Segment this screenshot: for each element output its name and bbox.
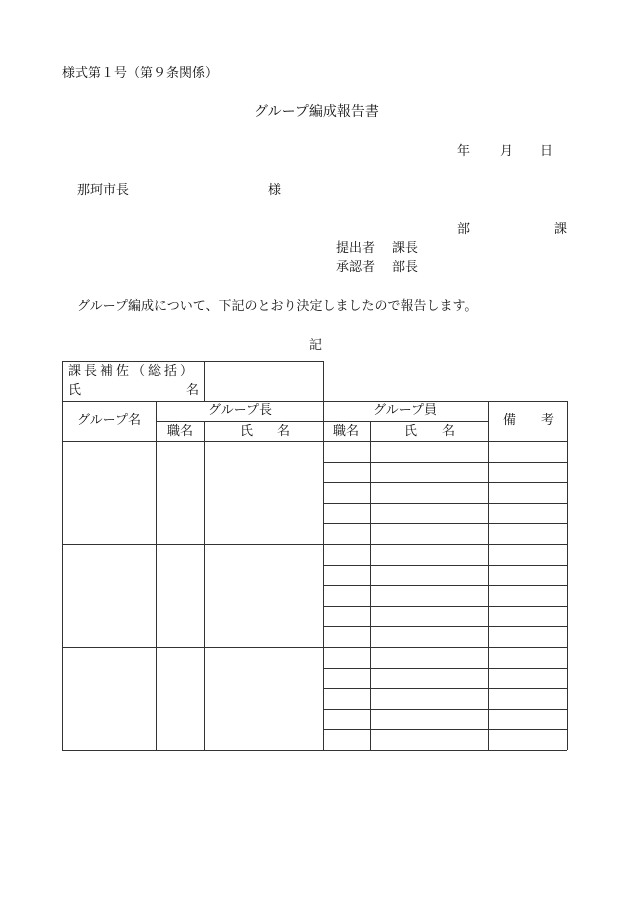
- header-group-leader: グループ長: [208, 403, 272, 418]
- date-month: 月: [500, 144, 514, 159]
- header-remarks-b: 考: [541, 413, 555, 428]
- subheader-leader-name-b: 名: [277, 424, 291, 439]
- addressee-name: 那珂市長: [77, 183, 130, 198]
- subheader-member-title: 職名: [332, 424, 360, 439]
- department-ka: 課: [554, 222, 568, 237]
- header-group-members: グループ員: [373, 403, 437, 418]
- date-year: 年: [457, 144, 471, 159]
- department-bu: 部: [457, 222, 471, 237]
- header-remarks-a: 備: [503, 413, 517, 428]
- ki-label: 記: [309, 338, 323, 353]
- page-title: グループ編成報告書: [254, 104, 379, 120]
- subheader-leader-title: 職名: [166, 424, 194, 439]
- supervisor-name-label-a: 氏: [68, 383, 82, 398]
- header-group-name: グループ名: [77, 413, 141, 428]
- body-text: グループ編成について、下記のとおり決定しましたので報告します。: [77, 299, 478, 314]
- submitter-label: 提出者: [336, 241, 376, 256]
- date-day: 日: [540, 144, 554, 159]
- subheader-leader-name-a: 氏: [240, 424, 254, 439]
- supervisor-name-label-b: 名: [186, 383, 200, 398]
- form-number: 様式第１号（第９条関係）: [62, 66, 219, 81]
- approver-label: 承認者: [336, 260, 376, 275]
- supervisor-label: 課長補佐（総括）: [68, 364, 197, 379]
- approver-role: 部長: [392, 260, 419, 275]
- submitter-role: 課長: [392, 241, 419, 256]
- subheader-member-name-a: 氏: [404, 424, 418, 439]
- addressee-honorific: 様: [268, 183, 282, 198]
- subheader-member-name-b: 名: [442, 424, 456, 439]
